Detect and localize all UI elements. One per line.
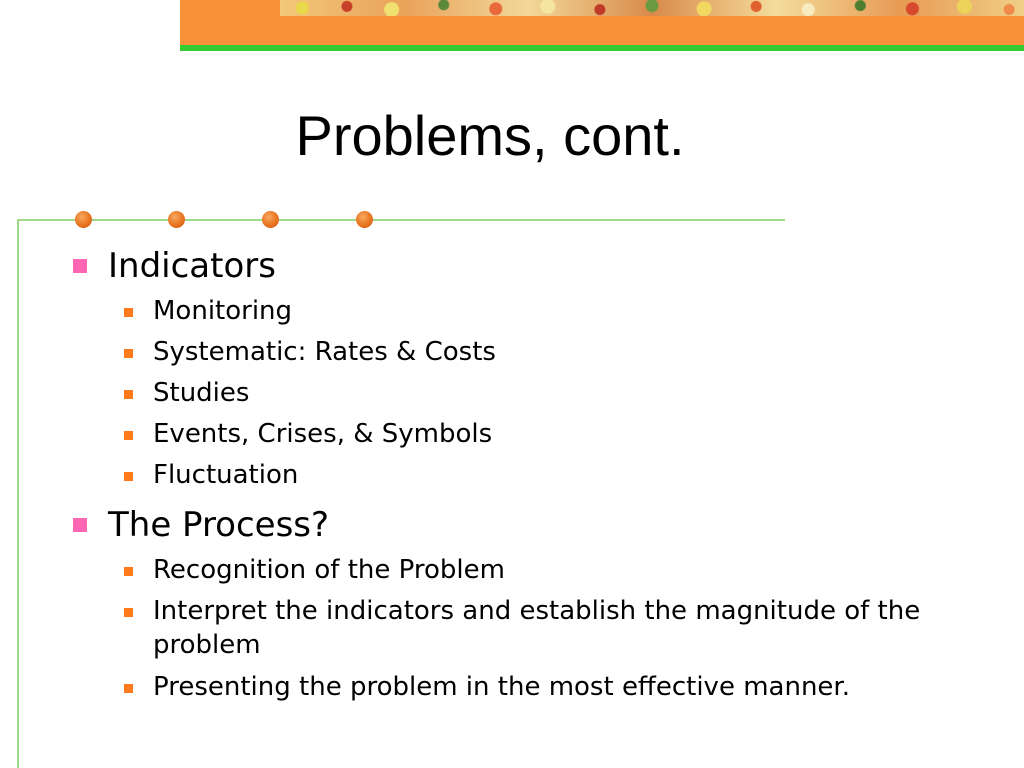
sub-bullet-square-icon (124, 608, 133, 617)
sub-bullet-item: Studies (153, 378, 250, 408)
sub-bullet-square-icon (124, 472, 133, 481)
sub-bullet-square-icon (124, 390, 133, 399)
bullet-item: The Process? (108, 505, 330, 545)
sub-bullet-square-icon (124, 431, 133, 440)
sub-bullet-item: Events, Crises, & Symbols (153, 419, 493, 449)
sub-bullet-item: Interpret the indicators and establish the magnitude of the problem (153, 596, 921, 660)
sub-bullet-item: Fluctuation (153, 460, 299, 490)
bullet-square-icon (73, 259, 87, 273)
sub-bullet-square-icon (124, 684, 133, 693)
sub-bullet-square-icon (124, 308, 133, 317)
sub-bullet-square-icon (124, 349, 133, 358)
sub-bullet-item: Systematic: Rates & Costs (153, 337, 496, 367)
sub-bullet-item: Monitoring (153, 296, 293, 326)
sub-bullet-square-icon (124, 567, 133, 576)
bullet-square-icon (73, 518, 87, 532)
slide-title: Problems, cont. (295, 104, 685, 167)
bullet-item: Indicators (108, 246, 276, 286)
sub-bullet-item: Presenting the problem in the most effective manner. (153, 672, 850, 702)
sub-bullet-item: Recognition of the Problem (153, 555, 505, 585)
